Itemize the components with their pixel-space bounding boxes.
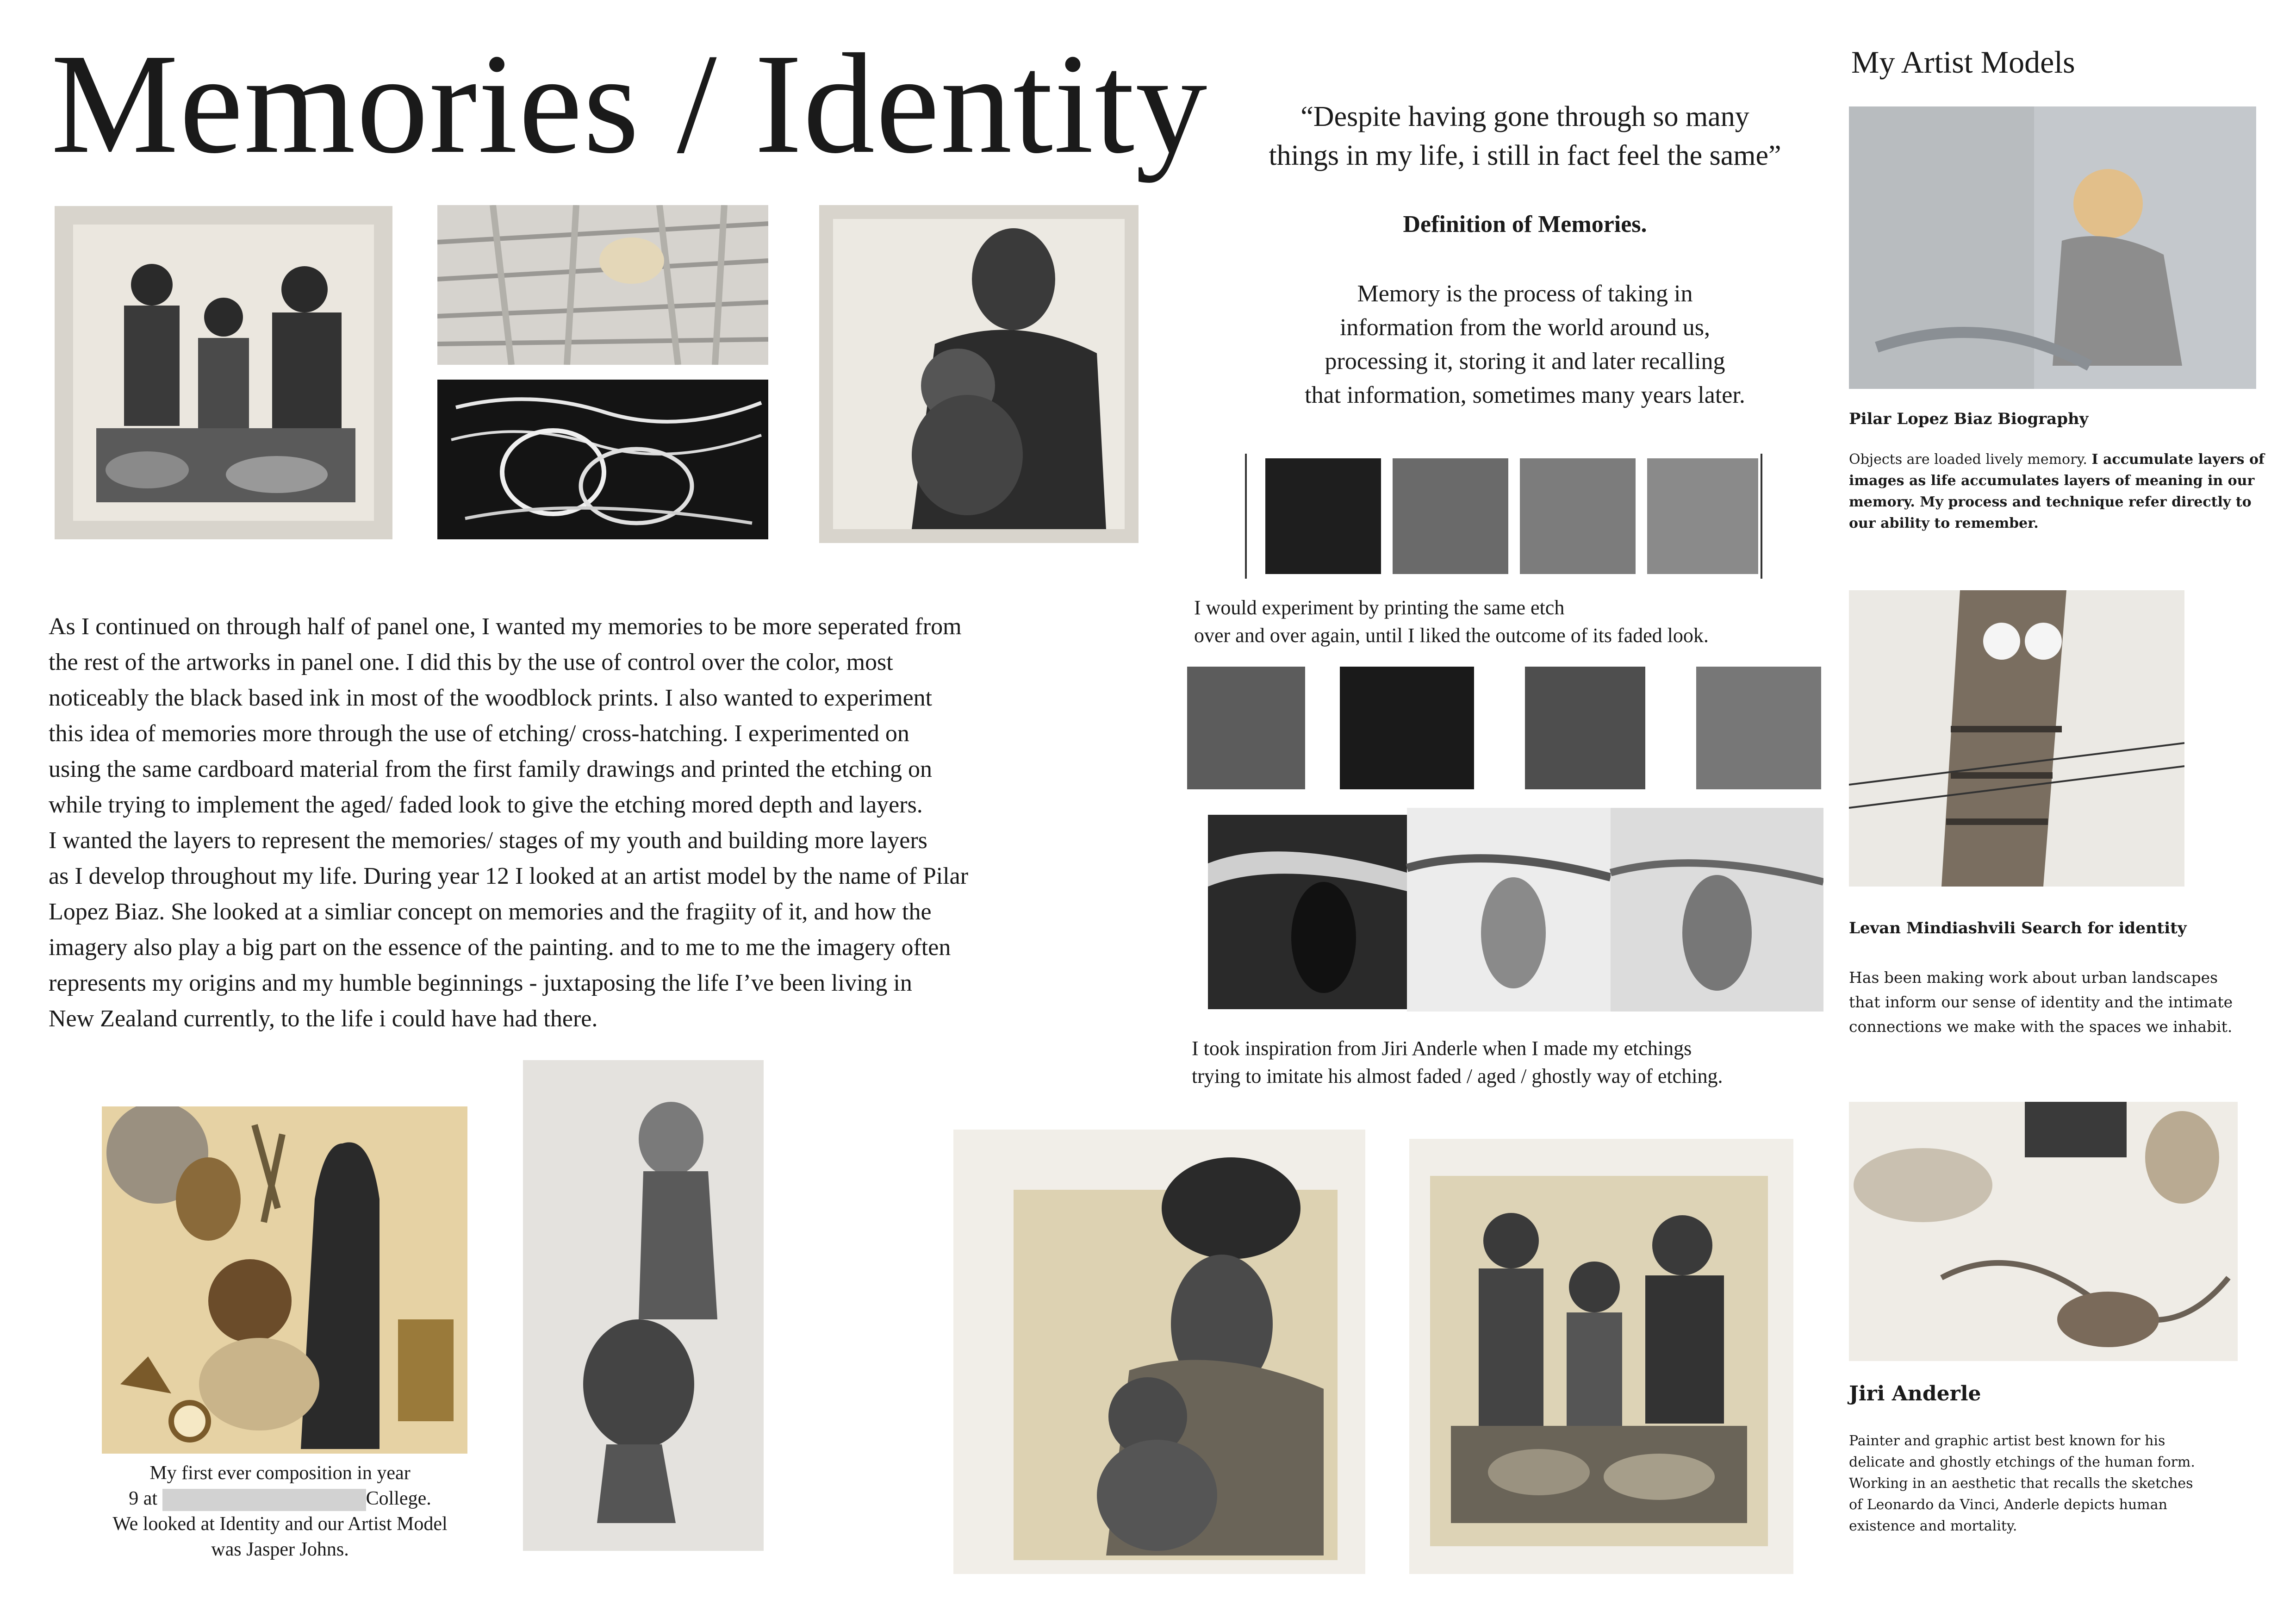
text-line: New Zealand currently, to the life i could have had there.: [49, 1006, 598, 1032]
caption-text: 9 at: [129, 1488, 158, 1509]
artist-1-text-bold: I accumulate layers of images as life accumulates layers of meaning in our memory. My process and technique refer directly to our ability to remember.: [1849, 451, 2265, 531]
text-line: that inform our sense of identity and the intimate: [1849, 993, 2233, 1011]
page-title: Memories / Identity: [51, 25, 1208, 183]
family-print-yellow-image: [1409, 1139, 1793, 1574]
text-line: connections we make with the spaces we inhabit.: [1849, 1018, 2233, 1036]
definition-text: [1213, 277, 1837, 412]
caption-line: was Jasper Johns.: [211, 1539, 349, 1560]
text-line: I wanted the layers to represent the memories/ stages of my youth and building more layers: [49, 827, 927, 854]
caption-line: I took inspiration from Jiri Anderle when I made my etchings: [1192, 1037, 1692, 1060]
text-line: as I develop throughout my life. During year 12 I looked at an artist model by the name of Pilar: [49, 863, 969, 889]
jasper-johns-composition-image: [102, 1106, 467, 1454]
artist-2-title: Levan Mindiashvili Search for identity: [1849, 919, 2187, 937]
first-composition-caption: [79, 1461, 481, 1562]
woodblock-print-image: [437, 380, 768, 539]
jiri-anderle-etching-image: [1849, 1102, 2238, 1361]
caption-line-redacted: [79, 1486, 481, 1512]
text-line: Lopez Biaz. She looked at a simliar concept on memories and the fragiity of it, and how the: [49, 899, 932, 925]
family-etching-image: [55, 206, 392, 539]
artist-1-title: Pilar Lopez Biaz Biography: [1849, 410, 2089, 428]
quote-line-1: “Despite having gone through so many: [1300, 101, 1749, 132]
caption-line: trying to imitate his almost faded / aged / ghostly way of etching.: [1192, 1065, 1723, 1087]
artist-3-title: Jiri Anderle: [1849, 1382, 1981, 1405]
pilar-lopez-biaz-painting-image: [1849, 106, 2256, 389]
etch-experiment-strip: [1245, 454, 1762, 579]
artist-1-description: [1849, 449, 2275, 534]
caption-text: College.: [366, 1488, 431, 1509]
artist-3-description: [1849, 1430, 2275, 1537]
artist-models-heading: My Artist Models: [1851, 44, 2075, 80]
quote-line-2: things in my life, i still in fact feel the same”: [1269, 140, 1781, 171]
grandfather-child-etching-image: [819, 205, 1139, 543]
text-line: represents my origins and my humble beginnings - juxtaposing the life I’ve been living in: [49, 970, 912, 996]
levan-mindiashvili-artwork-image: [1849, 590, 2184, 887]
caption-line: over and over again, until I liked the outcome of its faded look.: [1194, 624, 1709, 647]
redacted-school-name: [162, 1489, 366, 1511]
definition-line: processing it, storing it and later recalling: [1325, 348, 1725, 375]
silhouette-prints-row: [1208, 808, 1823, 1016]
text-line: delicate and ghostly etchings of the human form.: [1849, 1454, 2195, 1470]
text-line: the rest of the artworks in panel one. I did this by the use of control over the color, most: [49, 649, 893, 675]
text-line: Has been making work about urban landscapes: [1849, 968, 2218, 987]
cardboard-texture-image: [437, 205, 768, 365]
text-line: while trying to implement the aged/ faded look to give the etching mored depth and layers.: [49, 792, 923, 818]
grandfather-print-yellow-image: [953, 1130, 1365, 1574]
definition-line: Memory is the process of taking in: [1357, 281, 1693, 307]
caption-line: My first ever composition in year: [149, 1462, 411, 1484]
faded-squares-row: [1187, 667, 1830, 792]
experiment-caption: [1194, 594, 1842, 650]
text-line: As I continued on through half of panel one, I wanted my memories to be more seperated from: [49, 613, 962, 640]
definition-title: Definition of Memories.: [1403, 211, 1647, 237]
caption-line: I would experiment by printing the same etch: [1194, 596, 1565, 619]
quote: [1213, 97, 1837, 175]
caption-line: We looked at Identity and our Artist Model: [112, 1513, 448, 1535]
inspiration-caption: [1192, 1035, 1840, 1090]
definition-line: that information, sometimes many years later.: [1305, 382, 1745, 408]
main-description: [49, 609, 1192, 1037]
text-line: Working in an aesthetic that recalls the sketches: [1849, 1475, 2193, 1492]
text-line: imagery also play a big part on the essence of the painting. and to me to me the imagery often: [49, 934, 951, 961]
artist-1-text-normal: Objects are loaded lively memory.: [1849, 451, 2087, 468]
text-line: of Leonardo da Vinci, Anderle depicts human: [1849, 1497, 2167, 1513]
artist-2-description: [1849, 965, 2275, 1039]
text-line: existence and mortality.: [1849, 1518, 2017, 1534]
text-line: this idea of memories more through the use of etching/ cross-hatching. I experimented on: [49, 720, 909, 747]
text-line: noticeably the black based ink in most of the woodblock prints. I also wanted to experiment: [49, 685, 933, 711]
definition-line: information from the world around us,: [1339, 314, 1711, 341]
falling-figure-etching-image: [523, 1060, 764, 1551]
text-line: Painter and graphic artist best known for his: [1849, 1433, 2165, 1449]
text-line: using the same cardboard material from the first family drawings and printed the etching on: [49, 756, 932, 782]
